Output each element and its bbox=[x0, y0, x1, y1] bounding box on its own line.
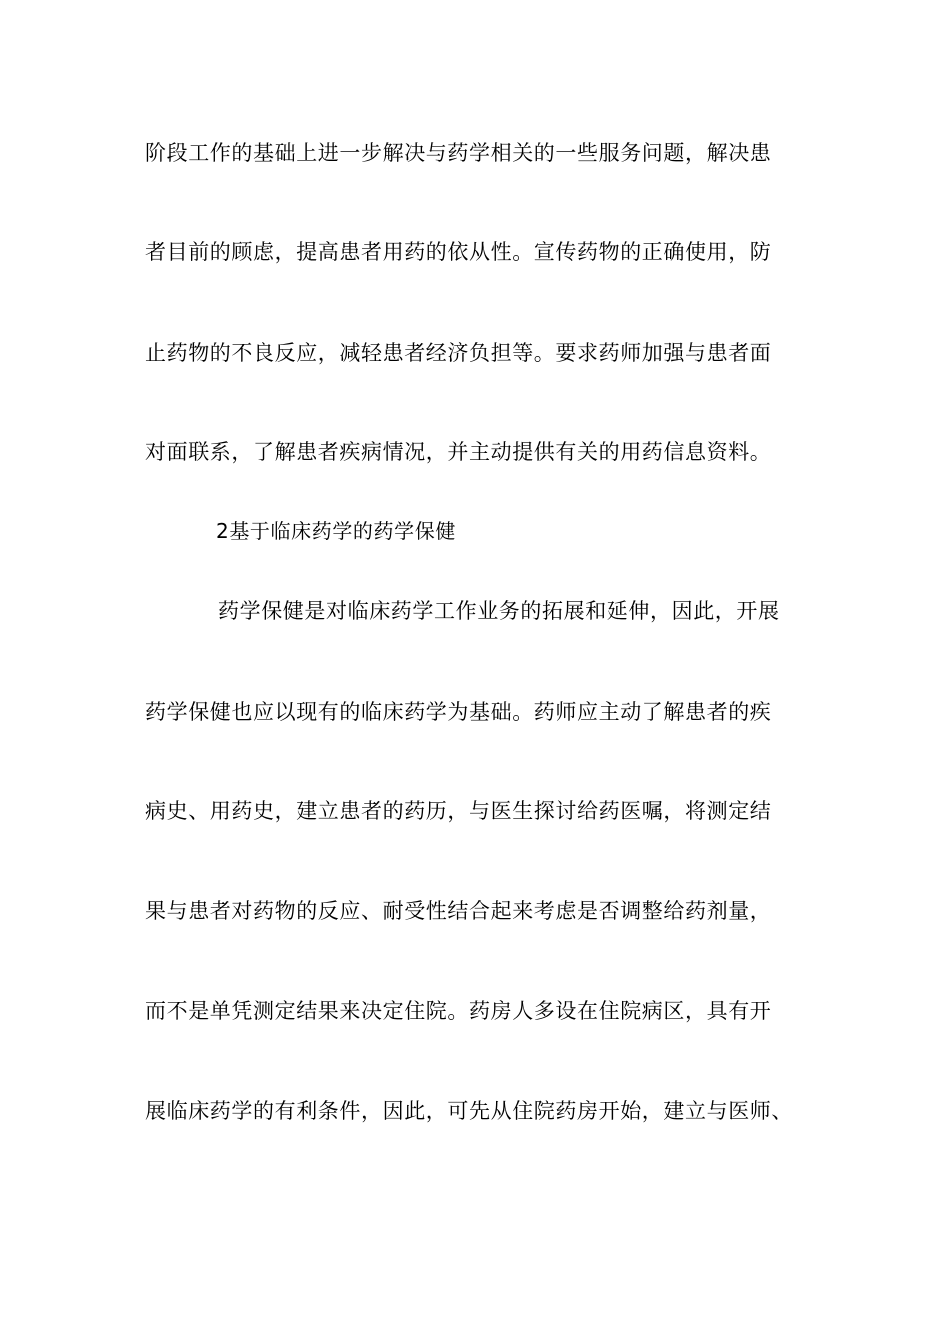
paragraph-line: 病史、用药史，建立患者的药历，与医生探讨给药医嘱，将测定结 bbox=[145, 799, 772, 823]
paragraph-line: 而不是单凭测定结果来决定住院。药房人多设在住院病区，具有开 bbox=[145, 999, 772, 1023]
paragraph-line: 对面联系，了解患者疾病情况，并主动提供有关的用药信息资料。 bbox=[145, 440, 772, 464]
paragraph-line: 展临床药学的有利条件，因此，可先从住院药房开始，建立与医师、 bbox=[145, 1099, 793, 1123]
paragraph-line: 药学保健也应以现有的临床药学为基础。药师应主动了解患者的疾 bbox=[145, 700, 772, 724]
section-heading: 2基于临床药学的药学保健 bbox=[216, 519, 456, 543]
paragraph-line: 阶段工作的基础上进一步解决与药学相关的一些服务问题，解决患 bbox=[145, 141, 772, 165]
paragraph-line: 果与患者对药物的反应、耐受性结合起来考虑是否调整给药剂量， bbox=[145, 899, 772, 923]
paragraph-line: 药学保健是对临床药学工作业务的拓展和延伸，因此，开展 bbox=[218, 599, 780, 623]
paragraph-line: 者目前的顾虑，提高患者用药的依从性。宣传药物的正确使用，防 bbox=[145, 240, 772, 264]
paragraph-line: 止药物的不良反应，减轻患者经济负担等。要求药师加强与患者面 bbox=[145, 341, 772, 365]
